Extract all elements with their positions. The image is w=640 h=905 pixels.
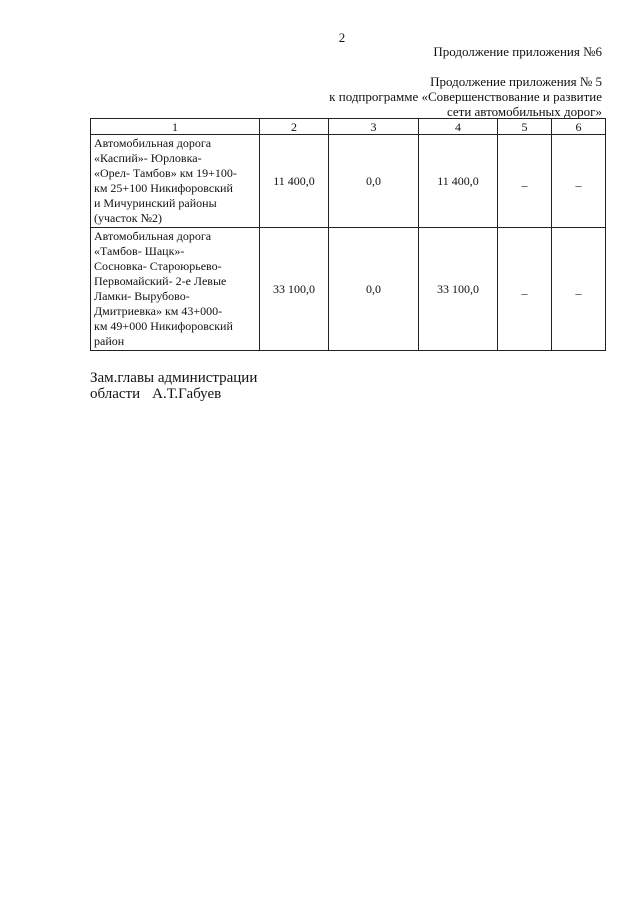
signature-block [90, 370, 257, 402]
road-name-line: Ламки- Вырубово- [94, 289, 190, 303]
value-cell-col5: _ [498, 228, 552, 351]
table-row [91, 135, 606, 228]
road-name-cell [91, 228, 260, 351]
road-name-line: Сосновка- Староюрьево- [94, 259, 222, 273]
road-funding-table [90, 118, 606, 351]
signature-region: области [90, 386, 141, 402]
column-header: 2 [260, 119, 329, 135]
appendix-5-caption [329, 74, 602, 119]
road-name-line: «Орел- Тамбов» км 19+100- [94, 166, 237, 180]
value-cell-col2: 11 400,0 [260, 135, 329, 228]
road-name-line: район [94, 334, 125, 348]
value-cell-col3: 0,0 [329, 228, 419, 351]
road-name-line: и Мичуринский районы [94, 196, 217, 210]
table-row [91, 228, 606, 351]
road-name-line: Дмитриевка» км 43+000- [94, 304, 223, 318]
road-name-line: Автомобильная дорога [94, 136, 212, 150]
page-number: 2 [338, 30, 346, 45]
value-cell-col4: 33 100,0 [419, 228, 498, 351]
value-cell-col4: 11 400,0 [419, 135, 498, 228]
column-header: 6 [552, 119, 606, 135]
column-header: 1 [91, 119, 260, 135]
road-name-line: «Каспий»- Юрловка- [94, 151, 202, 165]
column-header: 4 [419, 119, 498, 135]
road-name-line: (участок №2) [94, 211, 163, 225]
column-header: 3 [329, 119, 419, 135]
signature-title: Зам.главы администрации [90, 370, 258, 386]
value-cell-col3: 0,0 [329, 135, 419, 228]
column-header: 5 [498, 119, 552, 135]
signatory-name: А.Т.Габуев [152, 386, 222, 402]
road-name-line: км 49+000 Никифоровский [94, 319, 233, 333]
value-cell-col5: _ [498, 135, 552, 228]
signature-line [90, 386, 257, 402]
appendix-5-line: к подпрограмме «Совершенствование и развитие [329, 89, 602, 104]
road-name-line: Автомобильная дорога [94, 229, 212, 243]
road-name-cell [91, 135, 260, 228]
appendix-5-line: сети автомобильных дорог» [446, 104, 602, 119]
table-header-row [91, 119, 606, 135]
road-name-line: км 25+100 Никифоровский [94, 181, 233, 195]
road-name-line: «Тамбов- Шацк»- [94, 244, 185, 258]
value-cell-col2: 33 100,0 [260, 228, 329, 351]
value-cell-col6: _ [552, 135, 606, 228]
road-name-line: Первомайский- 2-е Левые [94, 274, 227, 288]
appendix-6-caption: Продолжение приложения №6 [433, 44, 602, 59]
appendix-5-line: Продолжение приложения № 5 [430, 74, 602, 89]
value-cell-col6: _ [552, 228, 606, 351]
